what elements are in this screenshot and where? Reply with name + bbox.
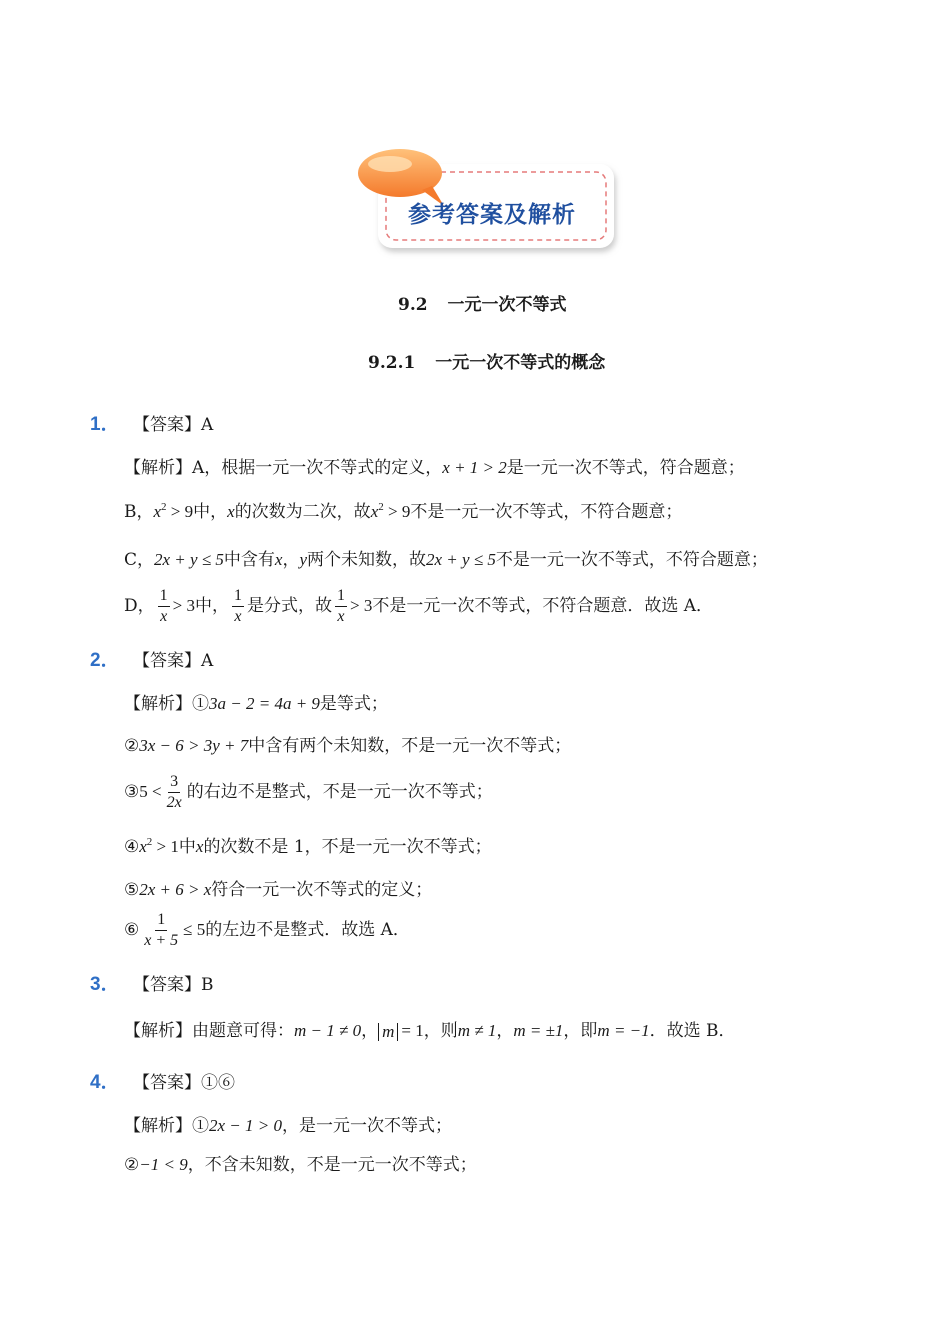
q1-d-frac (158, 586, 170, 627)
section-title: 9.2 一元一次不等式 (398, 295, 567, 315)
q3-e3: m = ±1 (513, 1021, 564, 1040)
q2-analysis-2 (124, 735, 571, 757)
q1-d-post: 不是一元一次不等式，不符合题意．故选 A． (372, 596, 714, 616)
q2-answer-line (90, 650, 213, 672)
q1-d-frac-2 (232, 586, 244, 627)
q2-l4-mark: ④ (124, 837, 140, 857)
q4-l2-mark: ② (124, 1155, 140, 1175)
section-subtitle: 9.2.1 一元一次不等式的概念 (368, 353, 606, 373)
q3-number: 3． (90, 974, 120, 995)
q3-answer-line (90, 974, 213, 996)
q2-analysis-1 (124, 693, 388, 715)
q3-abs-var: m (378, 1023, 398, 1041)
q1-analysis-a (124, 457, 745, 479)
q2-analysis-4: $④x^2 > 1$中x的次数不是 1，不是一元一次不等式； (124, 836, 492, 857)
frac-den: x (234, 608, 242, 625)
q1-analysis-b: B，$x^2 > 9$中，x的次数为二次，故$x^2 > 9$不是一元一次不等式，不符合题意； (124, 501, 683, 522)
q1-number: 1． (90, 414, 120, 435)
q1-c-sep: ， (282, 550, 300, 570)
q1-b-tail: > 9 (166, 502, 194, 521)
analysis-label: 【解析】 (124, 1116, 192, 1136)
frac-num: 1 (155, 910, 167, 931)
q2-l4-mid: 中 (178, 837, 196, 857)
q3-mid1: ，则 (423, 1021, 458, 1041)
q4-l1-expr: 2x − 1 > 0 (209, 1116, 282, 1135)
q2-analysis-6 (124, 910, 410, 951)
title-banner (352, 140, 624, 260)
frac-num: 1 (232, 586, 244, 607)
q3-sep2: ， (496, 1021, 514, 1041)
q1-c-expr-2: 2x + y ≤ 5 (426, 550, 496, 569)
analysis-label: 【解析】 (124, 1021, 192, 1041)
q2-l5-mark: ⑤ (124, 880, 140, 900)
q1-d-frac-3 (335, 586, 347, 627)
q3-answer: B (200, 975, 214, 995)
q4-l1-mark: ① (192, 1116, 209, 1136)
q1-d-rel: > 3 (172, 596, 195, 615)
q3-post: ．故选 B． (649, 1021, 736, 1041)
q2-answer: A (200, 651, 214, 671)
q2-l4-var: x (195, 837, 204, 856)
frac-den: x (160, 608, 168, 625)
q1-b-tail-2: > 9 (383, 502, 411, 521)
q1-analysis-d (124, 586, 713, 627)
q1-d-text: D， (124, 596, 155, 616)
q1-b-text: B， (124, 502, 154, 522)
q1-d-mid1: 中， (194, 596, 229, 616)
q1-c-post: 不是一元一次不等式，不符合题意； (495, 550, 768, 570)
q3-e4: m = −1 (597, 1021, 650, 1040)
answer-label: 【答案】 (132, 975, 201, 995)
q1-d-rel-2: > 3 (349, 596, 373, 615)
q3-e1: m − 1 ≠ 0 (294, 1021, 362, 1040)
q1-b-base-2: x (370, 502, 379, 521)
frac-den: x (337, 608, 345, 625)
q1-c-text: C， (124, 550, 155, 570)
q2-l2-post: 中含有两个未知数，不是一元一次不等式； (248, 736, 572, 756)
q2-l5-post: 符合一元一次不等式的定义； (211, 880, 433, 900)
q1-b-base: x (153, 502, 162, 521)
q1-a-expr: x + 1 > 2 (442, 458, 507, 477)
q2-analysis-3 (124, 772, 493, 813)
q1-c-mid2: 两个未知数，故 (307, 550, 427, 570)
q1-b-mid2: 的次数为二次，故 (234, 502, 371, 522)
q1-b-post: 不是一元一次不等式，不符合题意； (410, 502, 683, 522)
q1-answer-line (90, 414, 213, 436)
q2-l2-expr: 3x − 6 > 3y + 7 (139, 736, 249, 755)
answer-label: 【答案】 (132, 1073, 201, 1093)
q4-answer-line (90, 1072, 235, 1094)
q2-l3-lhs: 5 < (139, 782, 162, 801)
q2-l3-mark: ③ (124, 782, 140, 802)
q1-c-var2: y (299, 550, 308, 569)
q3-sep1: ， (361, 1021, 379, 1041)
q4-number: 4． (90, 1072, 120, 1093)
q2-l4-base: x (139, 837, 147, 856)
frac-num: 3 (168, 772, 180, 793)
analysis-label: 【解析】 (124, 694, 192, 714)
q2-l6-post: 的左边不是整式．故选 A． (205, 920, 410, 940)
q3-mid2: ，即 (563, 1021, 598, 1041)
q2-l6-mark: ⑥ (124, 920, 140, 940)
q3-e2: m ≠ 1 (457, 1021, 497, 1040)
q4-l2-expr: −1 < 9 (139, 1155, 188, 1174)
q3-analysis (124, 1020, 736, 1042)
q3-pre: 由题意可得： (192, 1021, 294, 1041)
frac-den: 2x (166, 794, 182, 811)
q2-l2-mark: ② (124, 736, 140, 756)
frac-den: x + 5 (144, 932, 179, 949)
q2-l4-post: 的次数不是 1，不是一元一次不等式； (203, 837, 492, 857)
q2-l3-post: 的右边不是整式，不是一元一次不等式； (186, 782, 493, 802)
q2-l1-post: 是等式； (319, 694, 388, 714)
q4-analysis-1 (124, 1115, 452, 1137)
q4-analysis-2 (124, 1154, 477, 1176)
q3-abs-rhs: = 1 (401, 1021, 424, 1040)
q1-a-text: A，根据一元一次不等式的定义， (192, 458, 443, 478)
q1-b-var: x (227, 502, 235, 521)
answer-label: 【答案】 (132, 415, 201, 435)
q1-d-mid2: 是分式，故 (246, 596, 332, 616)
q4-l1-post: ，是一元一次不等式； (282, 1116, 452, 1136)
q2-l6-rel: ≤ 5 (183, 920, 206, 939)
q4-answer: ①⑥ (200, 1073, 235, 1093)
q1-c-mid1: 中含有 (223, 550, 275, 570)
banner-title: 参考答案及解析 (408, 202, 576, 228)
q4-l2-post: ，不含未知数，不是一元一次不等式； (187, 1155, 477, 1175)
q1-answer: A (200, 415, 214, 435)
frac-num: 1 (158, 586, 170, 607)
q2-l6-frac (142, 910, 180, 951)
q1-analysis-c (124, 549, 768, 571)
frac-num: 1 (335, 586, 347, 607)
q1-a-text-end: 是一元一次不等式，符合题意； (506, 458, 745, 478)
q1-c-expr: 2x + y ≤ 5 (154, 550, 224, 569)
q1-c-var1: x (274, 550, 283, 569)
answer-label: 【答案】 (132, 651, 201, 671)
q2-l4-tail: > 1 (152, 837, 179, 856)
analysis-label: 【解析】 (124, 458, 192, 478)
q2-l3-frac (165, 772, 184, 813)
q2-l1-expr: 3a − 2 = 4a + 9 (209, 694, 320, 713)
q1-b-mid1: 中， (193, 502, 228, 522)
q2-analysis-5 (124, 879, 432, 901)
q2-number: 2． (90, 650, 120, 671)
q2-l5-expr: 2x + 6 > x (139, 880, 212, 899)
q2-l1-mark: ① (192, 694, 209, 714)
